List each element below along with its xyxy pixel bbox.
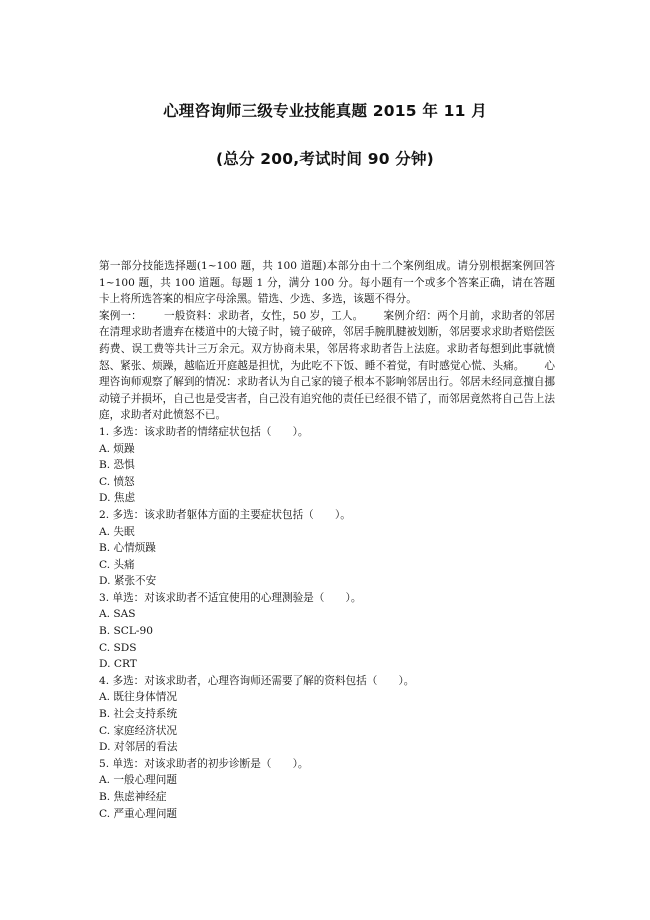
question-5-option: B. 焦虑神经症 bbox=[99, 791, 167, 803]
case-paragraph bbox=[99, 308, 555, 424]
question-1: 1. 多选：该求助者的情绪症状包括（ ）。 bbox=[99, 425, 309, 438]
question-3-option: D. CRT bbox=[99, 658, 137, 671]
case-observation: 心理咨询师观察了解到的情况：求助者认为自己家的镜子根本不影响邻居出行。邻居未经同意擅自挪动镜子并损坏，自己也是受害者，自己没有追究他的责任已经很不错了，而邻居竟然将自己告上法庭，求助者对此愤怒不已。 bbox=[99, 359, 556, 422]
question-2-option: C. 头痛 bbox=[99, 558, 135, 571]
document-subtitle: (总分 200,考试时间 90 分钟) bbox=[216, 150, 434, 168]
question-3-option: B. SCL-90 bbox=[99, 625, 153, 638]
question-5-option: C. 严重心理问题 bbox=[99, 807, 178, 820]
question-2-option: D. 紧张不安 bbox=[99, 575, 157, 588]
question-4: 4. 多选：对该求助者，心理咨询师还需要了解的资料包括（ ）。 bbox=[99, 674, 415, 687]
question-2: 2. 多选：该求助者躯体方面的主要症状包括（ ）。 bbox=[99, 508, 351, 521]
question-1-option: B. 恐惧 bbox=[99, 459, 135, 472]
question-5-option: A. 一般心理问题 bbox=[99, 774, 177, 787]
case-label: 案例一： bbox=[99, 309, 142, 322]
question-list bbox=[99, 424, 555, 822]
case-general-info: 一般资料：求助者，女性，50 岁，工人。 bbox=[163, 309, 364, 322]
question-5: 5. 单选：对该求助者的初步诊断是（ ）。 bbox=[99, 757, 309, 770]
question-4-option: D. 对邻居的看法 bbox=[99, 741, 178, 754]
question-4-option: A. 既往身体情况 bbox=[99, 691, 177, 704]
document-body bbox=[99, 258, 555, 822]
question-4-option: C. 家庭经济状况 bbox=[99, 724, 178, 737]
question-1-option: D. 焦虑 bbox=[99, 492, 136, 505]
question-3-option: A. SAS bbox=[99, 608, 136, 621]
question-4-option: B. 社会支持系统 bbox=[99, 708, 178, 721]
document-title: 心理咨询师三级专业技能真题 2015 年 11 月 bbox=[163, 102, 487, 120]
question-1-option: A. 烦躁 bbox=[99, 442, 135, 455]
case-introduction: 案例介绍：两个月前，求助者的邻居在清理求助者遗弃在楼道中的大镜子时，镜子破碎，邻居手腕肌腱被划断，邻居要求求助者赔偿医药费、误工费等共计三万余元。双方协商未果，邻居将求助者告上法庭。求助者每想到此事就愤怒、紧张、烦躁，越临近开庭越是担忧，为此吃不下饭、睡不着觉，有时感觉心慌、头痛。 bbox=[99, 309, 555, 372]
question-1-option: C. 愤怒 bbox=[99, 475, 135, 488]
section-intro: 第一部分技能选择题(1~100 题，共 100 道题)本部分由十二个案例组成。请分别根据案例回答 1~100 题，共 100 道题。每题 1 分，满分 100 分。每小题有一个或多个答案正确，请在答题卡上将所选答案的相应字母涂黑。错选、少选、多选，该题不得分。 bbox=[99, 260, 555, 306]
question-2-option: B. 心情烦躁 bbox=[99, 542, 156, 555]
question-3: 3. 单选：对该求助者不适宜使用的心理测验是（ ）。 bbox=[99, 591, 362, 604]
question-3-option: C. SDS bbox=[99, 641, 137, 654]
question-2-option: A. 失眠 bbox=[99, 525, 135, 538]
